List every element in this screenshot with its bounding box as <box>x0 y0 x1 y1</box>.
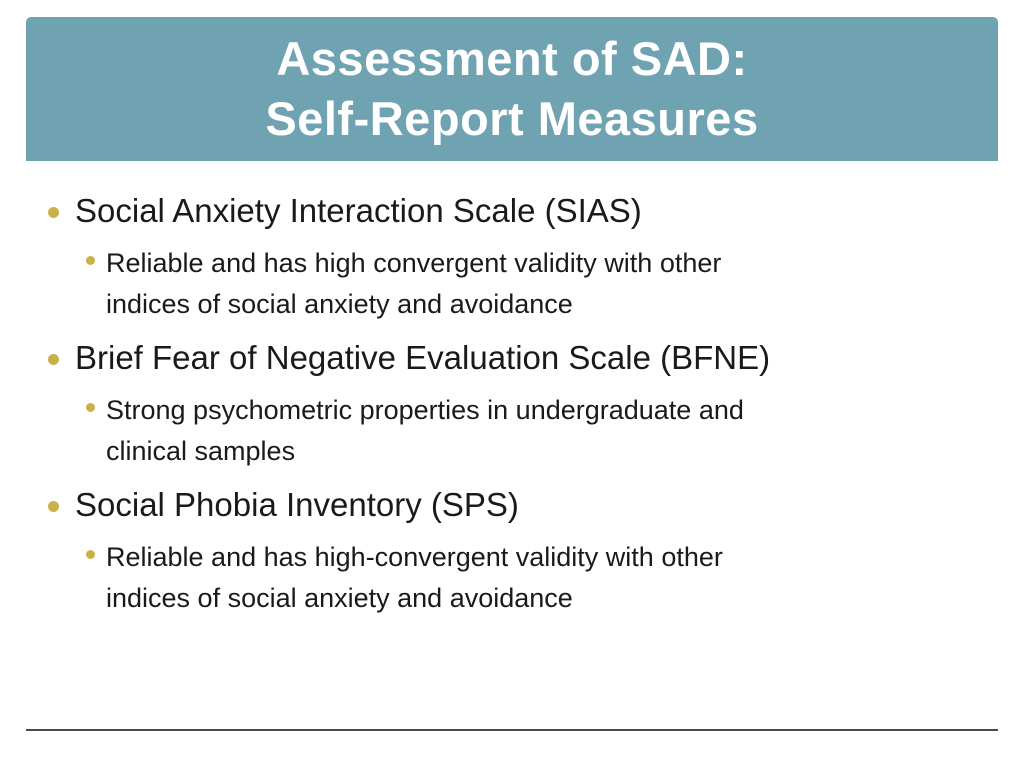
bullet-dot-icon <box>48 354 59 365</box>
sub-bullet-text <box>106 390 744 472</box>
sub-bullet-text <box>106 243 721 325</box>
sub-bullet-dot-icon <box>86 550 95 559</box>
bullet-dot-icon <box>48 501 59 512</box>
slide-title-line-1: Assessment of SAD: <box>276 32 748 85</box>
footer-divider <box>26 729 998 731</box>
sub-bullet-line: clinical samples <box>106 436 296 466</box>
sub-bullet-item <box>86 243 721 325</box>
sub-bullet-line: Strong psychometric properties in undergraduate and <box>106 395 744 425</box>
bullet-text: Social Phobia Inventory (SPS) <box>75 486 519 523</box>
bullet-item <box>48 338 770 378</box>
sub-bullet-item <box>86 537 723 619</box>
sub-bullet-item <box>86 390 744 472</box>
sub-bullet-line: indices of social anxiety and avoidance <box>106 583 573 613</box>
slide-title-line-2: Self-Report Measures <box>265 92 759 145</box>
bullet-text: Social Anxiety Interaction Scale (SIAS) <box>75 192 642 229</box>
bullet-dot-icon <box>48 207 59 218</box>
bullet-item <box>48 485 519 525</box>
bullet-item <box>48 191 642 231</box>
sub-bullet-line: indices of social anxiety and avoidance <box>106 289 573 319</box>
sub-bullet-line: Reliable and has high convergent validity with other <box>106 248 722 278</box>
sub-bullet-dot-icon <box>86 256 95 265</box>
sub-bullet-text <box>106 537 723 619</box>
sub-bullet-line: Reliable and has high-convergent validity with other <box>106 542 723 572</box>
sub-bullet-dot-icon <box>86 403 95 412</box>
bullet-text: Brief Fear of Negative Evaluation Scale (BFNE) <box>75 339 771 376</box>
